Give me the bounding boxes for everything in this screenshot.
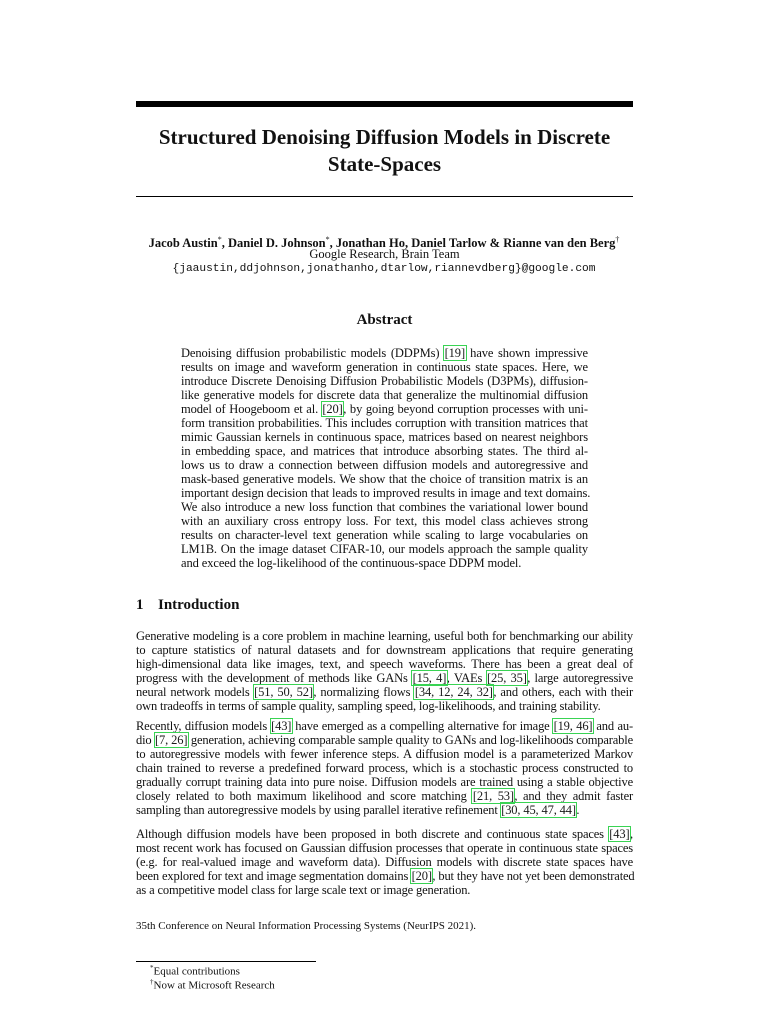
body-line [136,803,633,817]
line-text: , VAEs [446,671,487,685]
line-text: sampling than autoregressive models by using parallel iterative refinement [136,803,501,817]
abstract-line [181,430,588,444]
line-text: have emerged as a compelling alternative for image [291,719,554,733]
line-text: Generative modeling is a core problem in machine learning, useful both for benchmarking our ability [136,629,633,643]
abstract-line [181,528,588,542]
line-text: as a competitive model class for large scale text or image generation. [136,883,471,897]
line-text: (e.g. for real-valued image and waveform data). Diffusion models with discrete state spaces have [136,855,633,869]
footnote-text: Equal contributions [153,965,240,978]
abstract-line [181,486,591,500]
line-text: , by going beyond corruption processes with uni- [343,402,588,416]
section-title: Introduction [158,597,240,613]
line-text: , and others, each with their [493,685,633,699]
title-top-rule [136,101,633,107]
line-text: results on image and waveform generation in continuous state spaces. Here, we [181,360,588,374]
body-line [136,869,633,883]
line-text: with an auxiliary cross entropy loss. For text, this model class achieves strong [181,514,588,528]
line-text: introduce Discrete Denoising Diffusion Probabilistic Models (D3PMs), diffusion- [181,374,588,388]
equal-contribution-mark: * [217,235,222,244]
citation-link[interactable]: [43] [609,827,630,841]
line-text: neural network models [136,685,254,699]
line-text: mimic Gaussian kernels in continuous space, matrices based on nearest neighbors [181,430,588,444]
body-line [136,685,633,699]
line-text: LM1B. On the image dataset CIFAR-10, our models approach the sample quality [181,542,588,556]
line-text: and exceed the log-likelihood of the continuous-space DDPM model. [181,556,522,570]
line-text: in embedding space, and matrices that introduce absorbing states. The third al- [181,444,588,458]
citation-link[interactable]: [21, 53] [472,789,514,803]
abstract-line [181,402,588,416]
line-text: closely related to both maximum likelihood and score matching [136,789,473,803]
line-text: high-dimensional data like images, text, and speech waveforms. There has been a great deal of [136,657,633,671]
abstract-line [181,374,588,388]
line-text: Denoising diffusion probabilistic models (DDPMs) [181,346,445,360]
body-line [136,643,633,657]
line-text: and au- [592,719,633,733]
line-text: , but they have not yet been demonstrated [432,869,635,883]
body-line [136,699,633,713]
abstract-line [181,458,588,472]
body-line [136,657,633,671]
line-text: . [576,803,580,817]
footnote-text: Now at Microsoft Research [153,979,275,992]
line-text: , normalizing flows [313,685,415,699]
citation-link[interactable]: [51, 50, 52] [254,685,313,699]
citation-link[interactable]: [7, 26] [155,733,188,747]
line-text: Although diffusion models have been proposed in both discrete and continuous state spaces [136,827,609,841]
line-text: dio [136,733,155,747]
line-text: Recently, diffusion models [136,719,271,733]
abstract-line [181,542,588,556]
line-text: most recent work has focused on Gaussian diffusion processes that operate in continuous state spaces [136,841,633,855]
author-name: Daniel D. Johnson [227,236,326,251]
body-line [136,747,633,761]
citation-link[interactable]: [20] [322,402,343,416]
line-text: , and they admit faster [514,789,633,803]
citation-link[interactable]: [30, 45, 47, 44] [501,803,576,817]
equal-contribution-mark: * [325,235,330,244]
body-line [136,855,633,869]
line-text: generation, achieving comparable sample quality to GANs and log-likelihoods comparable [187,733,633,747]
body-line [136,841,633,855]
body-line [136,629,633,643]
citation-link[interactable]: [20] [411,869,432,883]
author-emails: {jaaustin,ddjohnson,jonathanho,dtarlow,riannevdberg}@google.com [172,263,596,275]
line-text: , large autoregressive [527,671,633,685]
title-bottom-rule [136,196,633,197]
citation-link[interactable]: [19, 46] [553,719,593,733]
abstract-line [181,388,588,402]
paper-title [136,124,633,178]
line-text: mask-based generative models. We show that the choice of transition matrix is an [181,472,588,486]
abstract-line [181,416,588,430]
footnote [150,976,275,993]
line-text: , [630,827,633,841]
footnote-mark: † [150,978,154,986]
affiliation-dagger-mark: † [615,235,620,244]
line-text: chain trained to reverse a predefined forward process, which is a stochastic process constructed to [136,761,633,775]
line-text: own tradeoffs in terms of sample quality, sampling speed, log-likelihoods, and training stability. [136,699,601,713]
body-line [136,789,633,803]
line-text: important design decision that leads to improved results in image and text domains. [181,486,591,500]
body-line [136,775,633,789]
abstract-line [181,556,588,570]
venue-note: 35th Conference on Neural Information Processing Systems (NeurIPS 2021). [136,920,477,932]
citation-link[interactable]: [43] [271,719,292,733]
author-name: Jacob Austin [148,236,218,251]
line-text: results on character-level text generation while scaling to large vocabularies on [181,528,588,542]
line-text: been explored for text and image segmentation domains [136,869,412,883]
line-text: to autoregressive models with fewer inference steps. A diffusion model is a parameterized Markov [136,747,633,761]
section-number: 1 [136,597,144,613]
body-line [136,671,633,685]
body-line [136,733,633,747]
footnote-mark: * [150,964,154,972]
citation-link[interactable]: [19] [444,346,466,360]
author-names: Jonathan Ho, Daniel Tarlow & Rianne van den Berg [335,236,616,251]
line-text: model of Hoogeboom et al. [181,402,322,416]
affiliation: Google Research, Brain Team [309,247,460,261]
section-heading [136,596,239,614]
title-line-2: State-Spaces [327,152,442,176]
author-separator: , [329,236,336,251]
line-text: progress with the development of methods like GANs [136,671,413,685]
abstract-heading: Abstract [356,312,413,328]
abstract-line [181,346,588,360]
body-line [136,761,633,775]
abstract-line [181,500,588,514]
line-text: We also introduce a new loss function that combines the variational lower bound [181,500,588,514]
body-line [136,883,633,897]
abstract-line [181,444,588,458]
body-line [136,827,633,841]
citation-link[interactable]: [15, 4] [412,671,447,685]
line-text: to capture statistics of natural datasets and for downstream applications that require generating [136,643,633,657]
citation-link[interactable]: [25, 35] [487,671,527,685]
abstract-line [181,360,588,374]
line-text: gradually corrupt training data into pure noise. Diffusion models are trained using a stable objective [136,775,633,789]
body-line [136,719,633,733]
author-separator: , [221,236,228,251]
line-text: have shown impressive [465,346,588,360]
line-text: form transition probabilities. This includes corruption with transition matrices that [181,416,588,430]
abstract-line [181,514,588,528]
title-line-1: Structured Denoising Diffusion Models in Discrete [158,125,611,149]
line-text: lows us to draw a connection between diffusion models and autoregressive and [181,458,588,472]
abstract-line [181,472,588,486]
citation-link[interactable]: [34, 12, 24, 32] [414,685,493,699]
line-text: like generative models for discrete data that generalize the multinomial diffusion [181,388,588,402]
